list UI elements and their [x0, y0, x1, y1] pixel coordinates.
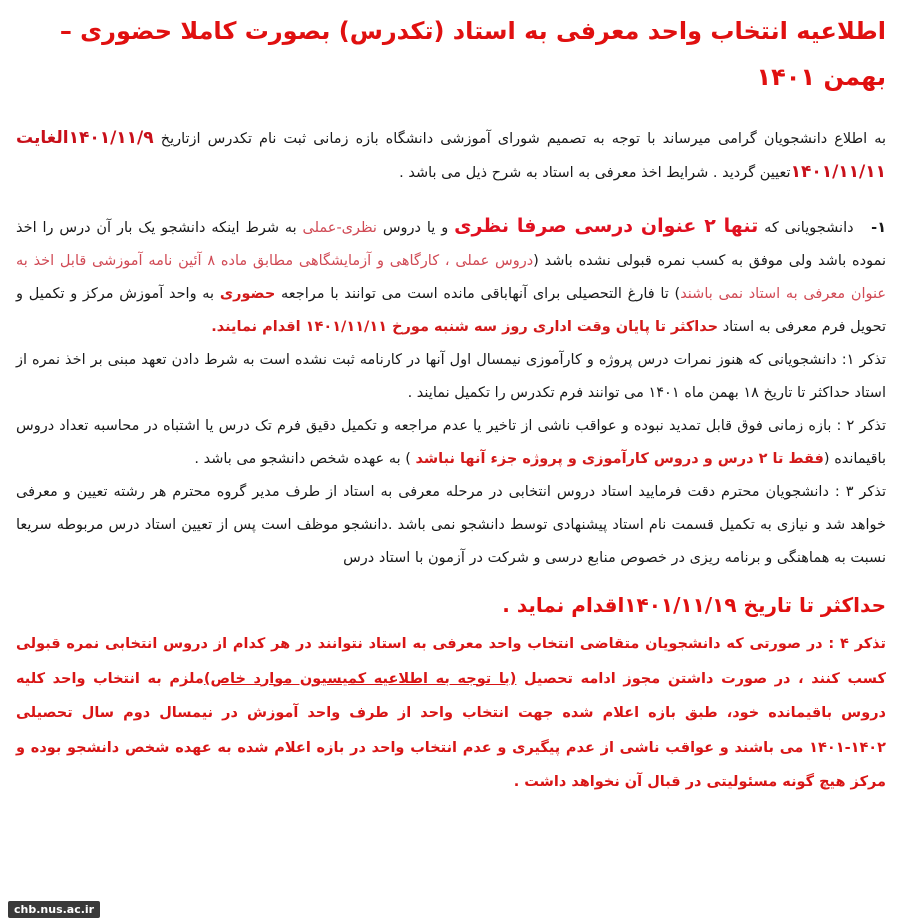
note-3: تذکر ۳ : دانشجویان محترم دقت فرمایید استاد دروس انتخابی در مرحله معرفی به استاد از طرف مدیر گروه محترم هر رشته تعیین و معرفی خواهد شد و نیازی به تکمیل قسمت نام استاد پیشنهادی توسط دانشجو نمی باشد .دانشجو موظف است پس از تعیین استاد درس مربوطه سریعا نسبت به هماهنگی و برنامه ریزی در خصوص منابع درسی و شرکت در آزمون با استاد درس: [16, 484, 886, 566]
note2-course-limit-highlight: فقط تا ۲ درس و دروس کارآموزی و پروژه جزء آنها نباشد: [415, 451, 824, 467]
in-person-highlight: حضوری: [219, 286, 276, 302]
note-4: [16, 627, 886, 800]
intro-text-end: تعیین گردید . شرایط اخذ معرفی به استاد به شرح ذیل می باشد .: [399, 165, 791, 181]
registration-date-range: ۱۴۰۱/۱۱/۹الغایت ۱۴۰۱/۱۱/۱۱: [16, 128, 886, 182]
item1-deadline-highlight: حداکثر تا پایان وقت اداری روز سه شنبه مورخ ۱۴۰۱/۱۱/۱۱ اقدام نمایند.: [211, 319, 719, 335]
theory-practical-highlight: نظری-عملی: [302, 220, 377, 236]
practical-exclusion-note: دروس عملی ، کارگاهی و آزمایشگاهی مطابق ماده ۸ آئین نامه آموزشی قابل اخذ به عنوان معرفی به استاد نمی باشند: [16, 253, 887, 302]
condition-item-1: [16, 210, 886, 344]
note-2: [16, 410, 886, 476]
item1-text-1: دانشجویانی که: [764, 220, 854, 236]
note-1: تذکر ۱: دانشجویانی که هنوز نمرات درس پروژه و کارآموزی نیمسال اول آنها در کارنامه ثبت نشده است به شرط دادن تعهد مبنی بر اخذ نمره از استاد حداکثر تا تاریخ ۱۸ بهمن ماه ۱۴۰۱ می توانند فرم تکدرس را تکمیل نمایند .: [16, 352, 886, 401]
note4-text-2: ملزم به انتخاب واحد کلیه دروس باقیمانده خود، طبق بازه اعلام شده جهت انتخاب واحد از طرف واحد آموزش در نیمسال دوم سال تحصیلی ۱۴۰۲-۱۴۰۱ می باشند و عواقب ناشی از عدم پیگیری و عدم انتخاب واحد در بازه اعلام شده به عهده شخص دانشجو بوده و مرکز هیچ گونه مسئولیتی در قبال آن نخواهد داشت .: [16, 670, 886, 791]
note4-commission-reference: (با توجه به اطلاعیه کمیسیون موارد خاص): [203, 670, 517, 687]
note3-deadline: حداکثر تا تاریخ ۱۴۰۱/۱۱/۱۹اقدام نماید .: [502, 593, 886, 617]
site-watermark: chb.nus.ac.ir: [8, 901, 100, 918]
item1-text-3: به شرط اینکه دانشجو یک بار آن درس را اخذ نموده باشد ولی موفق به کسب نمره قبولی نشده باشد (: [16, 220, 886, 269]
intro-paragraph: [16, 122, 886, 190]
item-number: ۱-: [871, 220, 887, 236]
intro-text-start: به اطلاع دانشجویان گرامی میرساند با توجه به تصمیم شورای آموزشی دانشگاه بازه زمانی ثبت نام تکدرس ازتاریخ: [160, 131, 887, 147]
announcement-title: اطلاعیه انتخاب واحد معرفی به استاد (تکدرس) بصورت کاملا حضوری – بهمن ۱۴۰۱: [59, 17, 886, 91]
note4-text-1: تذکر ۴ : در صورتی که دانشجویان متقاضی انتخاب واحد معرفی به استاد نتوانند در هر کدام از دروس انتخابی نمره قبولی کسب کنند ، در صورت داشتن مجوز ادامه تحصیل: [16, 636, 886, 687]
item1-text-5: به واحد آموزش مرکز و تکمیل و تحویل فرم معرفی به استاد: [16, 286, 886, 335]
theory-courses-highlight: تنها ۲ عنوان درسی صرفا نظری: [454, 215, 759, 237]
note2-text-2: ) به عهده شخص دانشجو می باشد .: [194, 451, 416, 467]
item1-text-2: و یا دروس: [382, 220, 449, 236]
note2-text-1: تذکر ۲ : بازه زمانی فوق قابل تمدید نبوده و عواقب ناشی از تاخیر یا عدم مراجعه و تکمیل دقیق فرم تک درس یا اشتباه در محاسبه تعداد دروس باقیمانده (: [16, 418, 886, 467]
item1-text-4: ) تا فارغ التحصیلی برای آنهاباقی مانده است می توانند با مراجعه: [281, 286, 681, 302]
